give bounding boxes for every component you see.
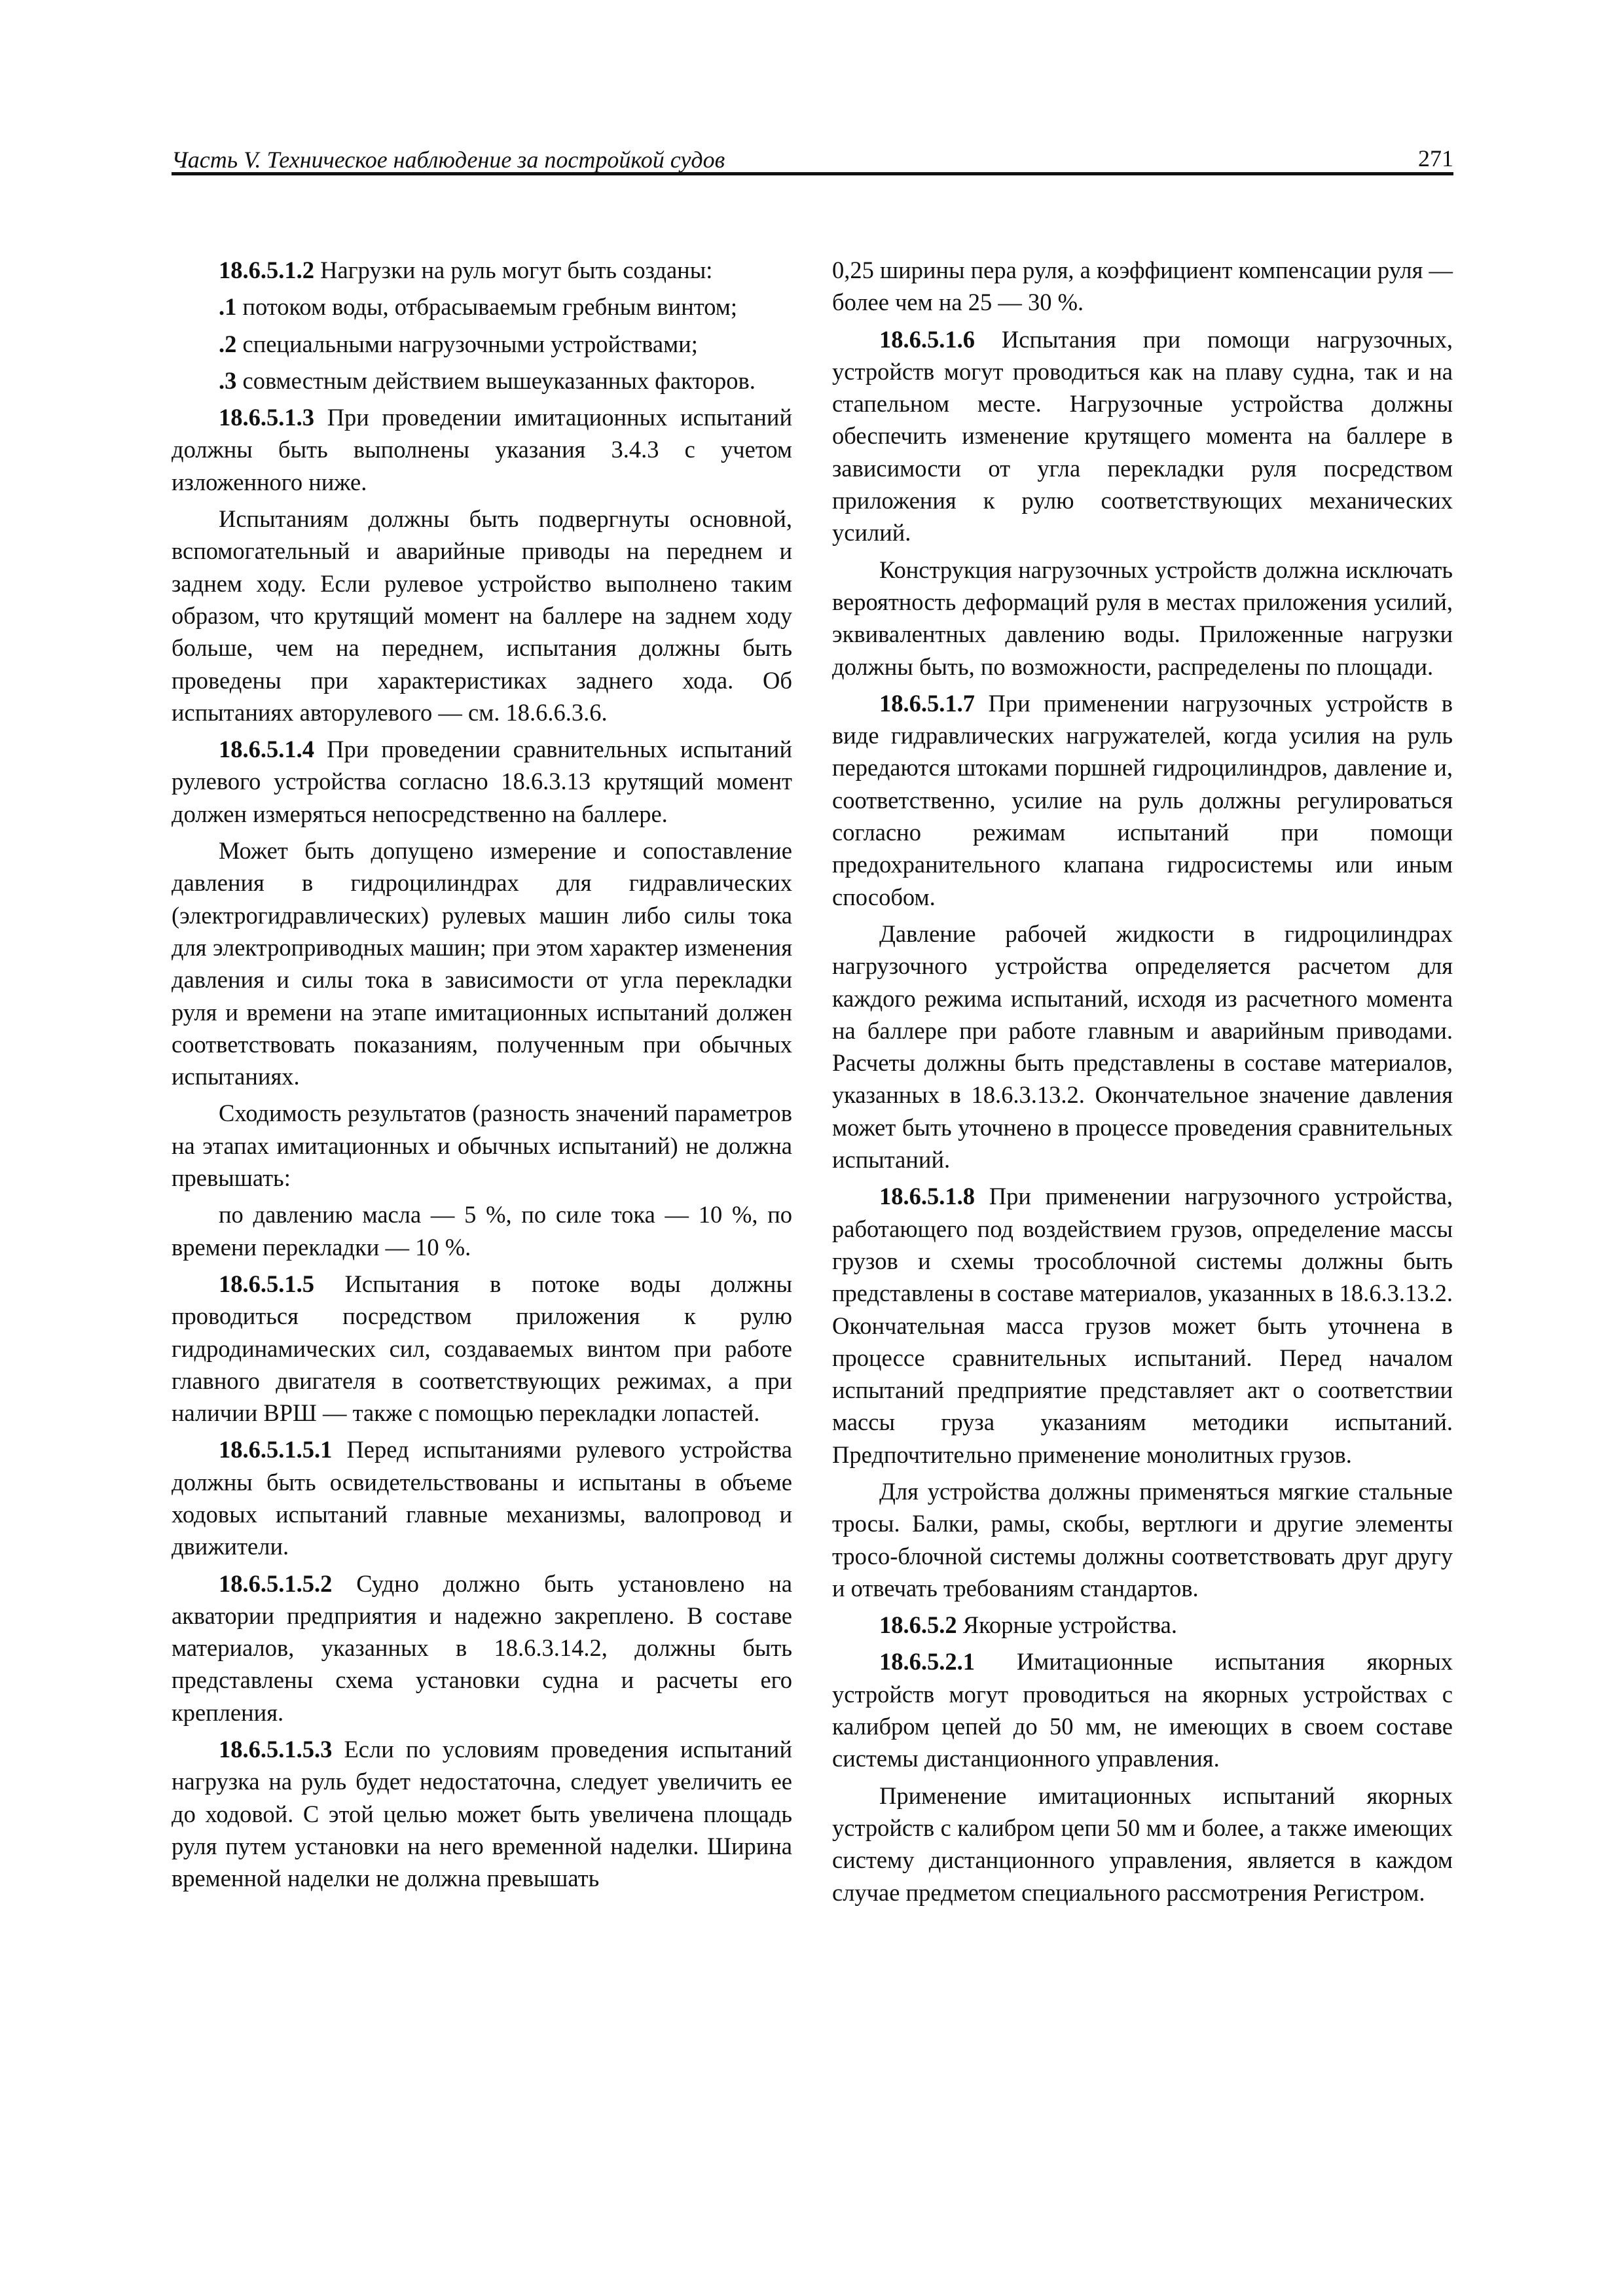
paragraph-text: Испытания в потоке воды должны проводиться посредством приложения к рулю гидродинамических сил, создаваемых винтом при работе главного двигателя в соответствующих режимах, а при наличии ВРШ — также с помощью перекладки лопастей.	[172, 1270, 792, 1427]
paragraph	[832, 687, 1453, 913]
paragraph	[172, 401, 792, 498]
clause-number: 18.6.5.1.2	[219, 257, 314, 283]
clause-number: 18.6.5.1.8	[879, 1183, 975, 1210]
header-title: Часть V. Техническое наблюдение за постройкой судов	[172, 147, 725, 173]
clause-number: 18.6.5.1.6	[879, 325, 975, 353]
clause-number: .1	[219, 293, 237, 321]
paragraph	[832, 1609, 1453, 1641]
paragraph	[832, 1180, 1453, 1471]
paragraph	[172, 1433, 792, 1562]
left-column	[172, 254, 792, 1899]
paragraph-text: Испытаниям должны быть подвергнуты основной, вспомогательный и аварийные приводы на переднем и заднем ходу. Если рулевое устройство выполнено таким образом, что крутящий момент на баллере на заднем ходу больше, чем на переднем, испытания должны быть проведены при характеристиках заднего хода. Об испытаниях авторулевого — см. 18.6.6.3.6.	[172, 505, 792, 726]
paragraph-text: по давлению масла — 5 %, по силе тока — 10 %, по времени перекладки — 10 %.	[172, 1201, 792, 1261]
paragraph-text: При проведении имитационных испытаний должны быть выполнены указания 3.4.3 с учетом изложенного ниже.	[172, 404, 792, 495]
clause-number: .3	[219, 367, 237, 394]
paragraph	[172, 1268, 792, 1429]
clause-number: 18.6.5.2.1	[879, 1648, 975, 1676]
paragraph	[172, 1568, 792, 1729]
paragraph-text: Может быть допущено измерение и сопоставление давления в гидроцилиндрах для гидравлических (электрогидравлических) рулевых машин либо силы тока для электроприводных машин; при этом характер изменения давления и силы тока в зависимости от угла перекладки руля и времени на этапе имитационных испытаний должен соответствовать показаниям, полученным при обычных испытаниях.	[172, 837, 792, 1090]
paragraph-text: Судно должно быть установлено на акватории предприятия и надежно закреплено. В составе материалов, указанных в 18.6.3.14.2, должны быть представлены схема установки судна и расчеты его крепления.	[172, 1570, 792, 1726]
paragraph-text: Конструкция нагрузочных устройств должна исключать вероятность деформаций руля в местах приложения усилий, эквивалентных давлению воды. Приложенные нагрузки должны быть, по возможности, распределены по площади.	[832, 556, 1453, 680]
clause-number: 18.6.5.1.5.3	[219, 1736, 333, 1763]
paragraph-text: При применении нагрузочного устройства, работающего под воздействием грузов, определение массы грузов и схемы трособлочной системы должны быть представлены в составе материалов, указанных в 18.6.3.13.2. Окончательная масса грузов может быть уточнена в процессе сравнительных испытаний. Перед началом испытаний предприятие представляет акт о соответствии массы груза указаниям методики испытаний. Предпочтительно применение монолитных грузов.	[832, 1183, 1453, 1468]
clause-number: 18.6.5.1.5.1	[219, 1436, 333, 1463]
paragraph	[172, 834, 792, 1092]
right-column	[832, 254, 1453, 1913]
paragraph-text: Если по условиям проведения испытаний нагрузка на руль будет недостаточна, следует увеличить ее до ходовой. С этой целью может быть увеличена площадь руля путем установки на него временной наделки. Ширина временной наделки не должна превышать	[172, 1736, 792, 1892]
clause-number: 18.6.5.1.5	[219, 1270, 314, 1297]
paragraph-text: потоком воды, отбрасываемым гребным винтом;	[236, 293, 738, 321]
paragraph	[172, 254, 792, 286]
paragraph-text: совместным действием вышеуказанных факторов.	[236, 367, 756, 394]
paragraph-text: специальными нагрузочными устройствами;	[236, 330, 698, 357]
paragraph	[832, 1780, 1453, 1909]
page-number: 271	[1418, 145, 1453, 171]
clause-number: 18.6.5.2	[879, 1611, 957, 1639]
paragraph	[172, 1097, 792, 1194]
paragraph-text: Применение имитационных испытаний якорных устройств с калибром цепи 50 мм и более, а также имеющих систему дистанционного управления, является в каждом случае предметом специального рассмотрения Регистром.	[832, 1782, 1453, 1906]
clause-number: 18.6.5.1.3	[219, 404, 314, 431]
paragraph	[172, 365, 792, 397]
paragraph-text: Испытания при помощи нагрузочных, устройств могут проводиться как на плаву судна, так и на стапельном месте. Нагрузочные устройства должны обеспечить изменение крутящего момента на баллере в зависимости от угла перекладки руля посредством приложения к рулю соответствующих механических усилий.	[832, 325, 1453, 547]
paragraph	[832, 1645, 1453, 1774]
paragraph-text: При проведении сравнительных испытаний рулевого устройства согласно 18.6.3.13 крутящий момент должен измеряться непосредственно на баллере.	[172, 736, 792, 827]
paragraph-text: При применении нагрузочных устройств в виде гидравлических нагружателей, когда усилия на руль передаются штоками поршней гидроцилиндров, давление и, соответственно, усилие на руль должны регулироваться согласно режимам испытаний при помощи предохранительного клапана гидросистемы или иным способом.	[832, 689, 1453, 910]
paragraph-text: 0,25 ширины пера руля, а коэффициент компенсации руля — более чем на 25 — 30 %.	[832, 257, 1453, 316]
paragraph-text: Давление рабочей жидкости в гидроцилиндрах нагрузочного устройства определяется расчетом для каждого режима испытаний, исходя из расчетного момента на баллере при работе главным и аварийным приводами. Расчеты должны быть представлены в составе материалов, указанных в 18.6.3.13.2. Окончательное значение давления может быть уточнено в процессе проведения сравнительных испытаний.	[832, 920, 1453, 1174]
paragraph	[832, 254, 1453, 319]
paragraph-text: Якорные устройства.	[957, 1611, 1177, 1639]
clause-number: 18.6.5.1.4	[219, 736, 314, 763]
paragraph	[172, 503, 792, 728]
clause-number: 18.6.5.1.7	[879, 689, 975, 717]
paragraph	[832, 918, 1453, 1175]
running-header	[172, 143, 1453, 175]
clause-number: .2	[219, 330, 237, 357]
paragraph-text: Нагрузки на руль могут быть созданы:	[314, 257, 713, 283]
paragraph-text: Перед испытаниями рулевого устройства должны быть освидетельствованы и испытаны в объеме ходовых испытаний главные механизмы, валопровод и движители.	[172, 1436, 792, 1560]
paragraph	[172, 291, 792, 323]
paragraph	[172, 1198, 792, 1263]
paragraph	[172, 733, 792, 830]
paragraph-text: Для устройства должны применяться мягкие стальные тросы. Балки, рамы, скобы, вертлюги и другие элементы тросо-блочной системы должны соответствовать друг другу и отвечать требованиям стандартов.	[832, 1477, 1453, 1602]
paragraph	[172, 328, 792, 360]
paragraph	[832, 554, 1453, 683]
paragraph-text: Имитационные испытания якорных устройств могут проводиться на якорных устройствах с калибром цепей до 50 мм, не имеющих в своем составе системы дистанционного управления.	[832, 1648, 1453, 1772]
clause-number: 18.6.5.1.5.2	[219, 1570, 333, 1597]
paragraph	[172, 1733, 792, 1894]
paragraph	[832, 323, 1453, 549]
paragraph	[832, 1475, 1453, 1604]
paragraph-text: Сходимость результатов (разность значений параметров на этапах имитационных и обычных испытаний) не должна превышать:	[172, 1100, 792, 1192]
